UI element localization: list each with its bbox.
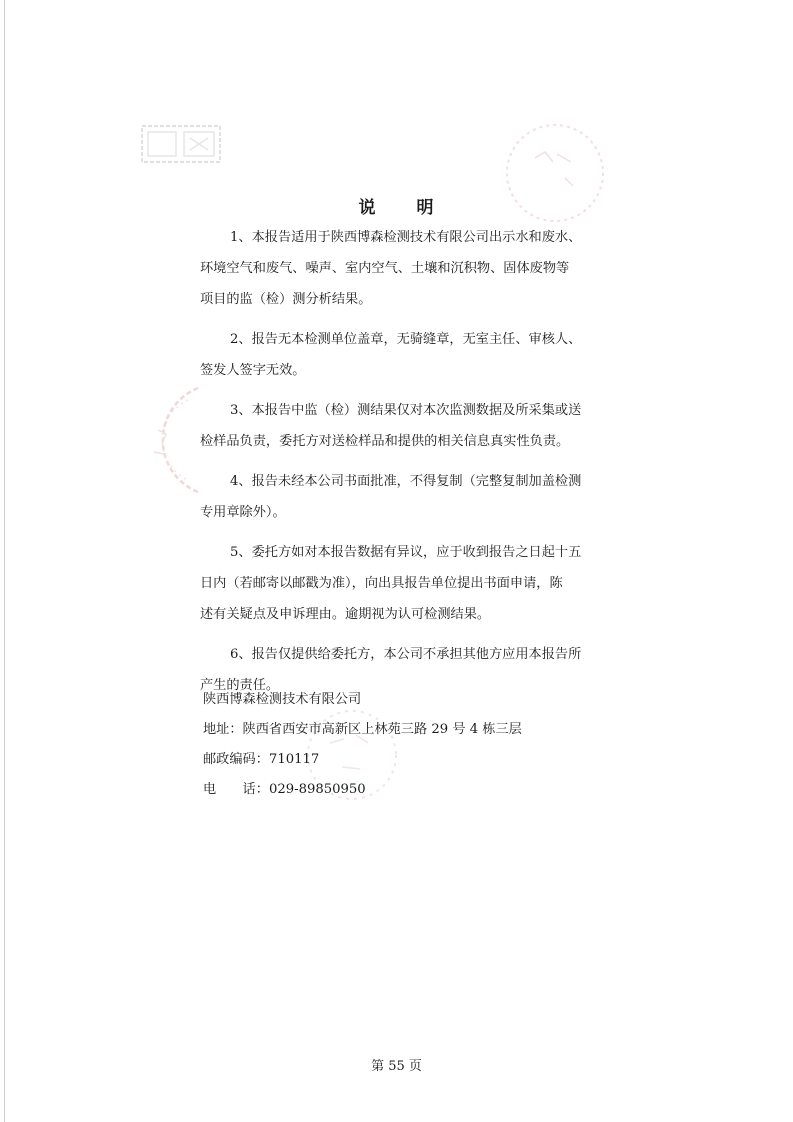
paragraph-2 (200, 324, 600, 386)
title-char-2: 明 (416, 198, 435, 218)
paragraph-1 (200, 222, 600, 315)
paragraph-line: 签发人签字无效。 (200, 363, 306, 378)
postal-code: 邮政编码：710117 (203, 752, 320, 767)
paragraph-line: 环境空气和废气、噪声、室内空气、土壤和沉积物、固体废物等 (200, 261, 570, 276)
paragraph-5 (200, 537, 600, 630)
paragraph-line: 检样品负责，委托方对送检样品和提供的相关信息真实性负责。 (200, 434, 570, 449)
paragraph-line: 4、报告未经本公司书面批准，不得复制（完整复制加盖检测 (230, 474, 582, 489)
phone-row (203, 775, 522, 805)
paragraph-line: 6、报告仅提供给委托方，本公司不承担其他方应用本报告所 (230, 647, 582, 662)
company-address: 地址：陕西省西安市高新区上林苑三路 29 号 4 栋三层 (203, 722, 522, 737)
page-title (0, 193, 793, 218)
faded-rectangle-stamp (140, 122, 222, 166)
page-number: 第 55 页 (371, 1059, 422, 1074)
paragraph-line: 5、委托方如对本报告数据有异议，应于收到报告之日起十五 (230, 545, 582, 560)
page-edge-line (4, 0, 5, 1122)
paragraph-line: 述有关疑点及申诉理由。逾期视为认可检测结果。 (200, 607, 491, 622)
paragraph-3 (200, 395, 600, 457)
paragraph-line: 日内（若邮寄以邮戳为准），向出具报告单位提出书面申请，陈 (200, 576, 563, 591)
paragraph-4 (200, 466, 600, 528)
paragraph-line: 2、报告无本检测单位盖章，无骑缝章，无室主任、审核人、 (230, 332, 582, 347)
phone-number: 029-89850950 (268, 782, 366, 797)
company-name: 陕西博森检测技术有限公司 (203, 692, 362, 707)
paragraph-line: 1、本报告适用于陕西博森检测技术有限公司出示水和废水、 (230, 230, 582, 245)
paragraph-line: 专用章除外）。 (200, 505, 286, 520)
terms-body (200, 222, 600, 710)
faded-round-seal-left (118, 380, 204, 500)
paragraph-line: 3、本报告中监（检）测结果仅对本次监测数据及所采集或送 (230, 403, 582, 418)
paragraph-line: 产生的责任。 (200, 678, 280, 693)
company-contact-block (203, 685, 522, 805)
paragraph-line: 项目的监（检）测分析结果。 (200, 292, 372, 307)
title-char-1: 说 (358, 198, 377, 218)
phone-label: 电 话： (203, 782, 269, 797)
